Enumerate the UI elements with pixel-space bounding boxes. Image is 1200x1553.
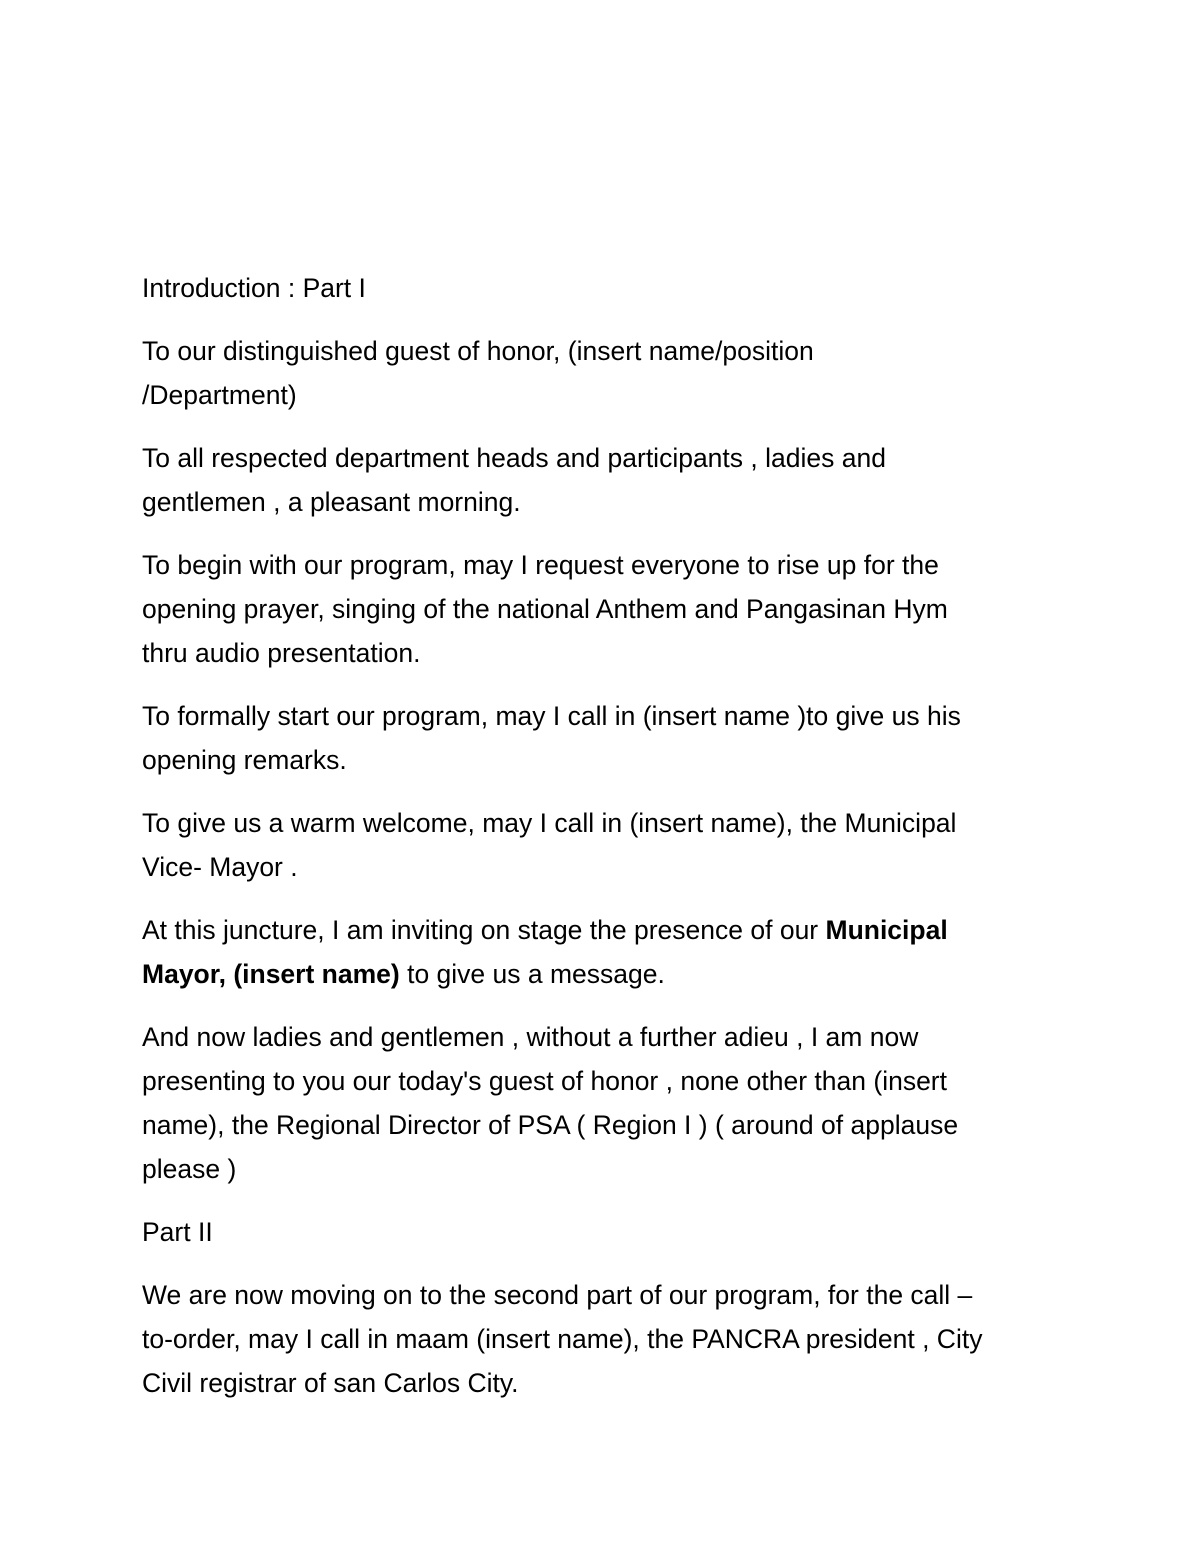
text-line: To formally start our program, may I call in (insert name )to give us his <box>142 701 961 731</box>
bold-run: Mayor, (insert name) <box>142 959 400 989</box>
text-line: To give us a warm welcome, may I call in (insert name), the Municipal <box>142 808 957 838</box>
text-line: /Department) <box>142 380 297 410</box>
paragraph-welcome <box>142 801 1062 889</box>
text-line: Civil registrar of san Carlos City. <box>142 1368 519 1398</box>
text-line: please ) <box>142 1154 237 1184</box>
text-line: thru audio presentation. <box>142 638 421 668</box>
bold-run: Municipal <box>825 915 948 945</box>
text-line: gentlemen , a pleasant morning. <box>142 487 521 517</box>
text-line <box>142 952 1062 996</box>
text-line: We are now moving on to the second part of our program, for the call – <box>142 1280 973 1310</box>
paragraph-department-heads <box>142 436 1062 524</box>
text-run: to give us a message. <box>399 959 665 989</box>
text-line: opening prayer, singing of the national Anthem and Pangasinan Hym <box>142 594 948 624</box>
text-run: At this juncture, I am inviting on stage the presence of our <box>142 915 826 945</box>
text-line: To begin with our program, may I request everyone to rise up for the <box>142 550 939 580</box>
paragraph-opening-prayer <box>142 543 1062 675</box>
text-line <box>142 908 1062 952</box>
text-line: To our distinguished guest of honor, (insert name/position <box>142 336 814 366</box>
text-line: presenting to you our today's guest of honor , none other than (insert <box>142 1066 947 1096</box>
text-line: And now ladies and gentlemen , without a further adieu , I am now <box>142 1022 919 1052</box>
text-line: to-order, may I call in maam (insert name), the PANCRA president , City <box>142 1324 983 1354</box>
paragraph-guest-presentation <box>142 1015 1062 1191</box>
document-body <box>142 266 1062 1424</box>
text-line: name), the Regional Director of PSA ( Region I ) ( around of applause <box>142 1110 959 1140</box>
paragraph-mayor-message <box>142 908 1062 996</box>
text-line: opening remarks. <box>142 745 347 775</box>
paragraph-opening-remarks <box>142 694 1062 782</box>
heading-part-1: Introduction : Part I <box>142 273 366 303</box>
paragraph-guest-of-honor <box>142 329 1062 417</box>
heading-part-2: Part II <box>142 1217 213 1247</box>
text-line: Vice- Mayor . <box>142 852 298 882</box>
paragraph-call-to-order <box>142 1273 1062 1405</box>
text-line: To all respected department heads and participants , ladies and <box>142 443 886 473</box>
